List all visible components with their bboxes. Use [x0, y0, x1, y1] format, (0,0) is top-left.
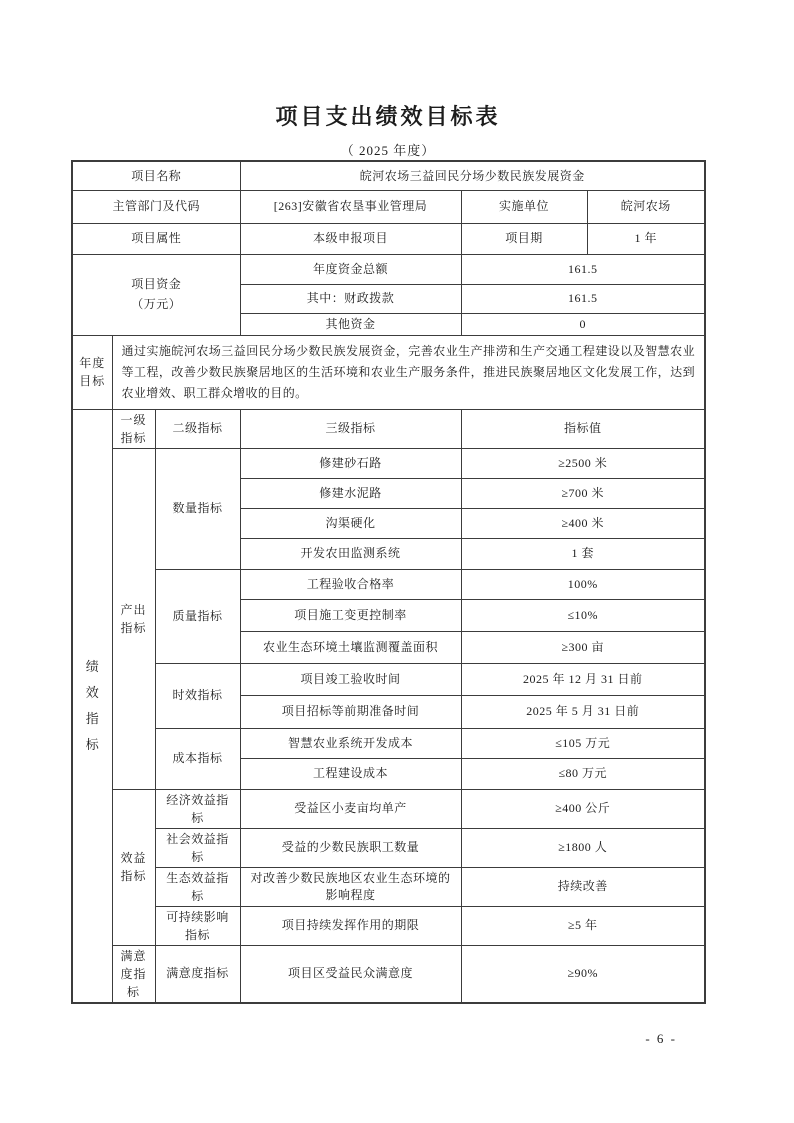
table-row — [72, 335, 705, 409]
indicator-name: 项目竣工验收时间 — [240, 663, 461, 695]
funds-label — [72, 254, 240, 335]
indicator-name: 对改善少数民族地区农业生态环境的影响程度 — [240, 867, 461, 906]
indicator-value: 2025 年 5 月 31 日前 — [461, 695, 705, 728]
indicator-value: ≤10% — [461, 599, 705, 631]
level2-quantity: 数量指标 — [155, 448, 240, 569]
header-level3: 三级指标 — [240, 409, 461, 448]
indicator-name: 受益的少数民族职工数量 — [240, 828, 461, 867]
indicator-name: 开发农田监测系统 — [240, 538, 461, 569]
level2-satisfaction: 满意度指标 — [155, 945, 240, 1003]
indicator-value: ≥90% — [461, 945, 705, 1003]
header-level1-text: 一级指标 — [120, 412, 147, 445]
level1-output-text: 产出指标 — [120, 602, 147, 635]
title-block — [71, 100, 705, 159]
goal-text: 通过实施皖河农场三益回民分场少数民族发展资金，完善农业生产排涝和生产交通工程建设以及智慧农业等工程，改善少数民族聚居地区的生活环境和农业生产服务条件，推进民族聚居地区文化发展工作，达到农业增效、职工群众增收的目的。 — [112, 335, 705, 409]
period-value: 1 年 — [587, 223, 705, 254]
indicator-name: 项目招标等前期准备时间 — [240, 695, 461, 728]
indicator-value: ≥2500 米 — [461, 448, 705, 478]
indicator-value: ≥1800 人 — [461, 828, 705, 867]
funds-label-line2: （万元） — [131, 296, 182, 311]
level1-satisfaction-text: 满意度指标 — [120, 948, 147, 999]
table-row — [72, 190, 705, 223]
funds-row-value: 161.5 — [461, 254, 705, 284]
table-row — [72, 728, 705, 758]
goal-label-text: 年度目标 — [79, 356, 106, 388]
funds-row-value: 0 — [461, 313, 705, 335]
attr-label: 项目属性 — [72, 223, 240, 254]
impl-unit-label: 实施单位 — [461, 190, 587, 223]
funds-row-name: 年度资金总额 — [240, 254, 461, 284]
table-row — [72, 448, 705, 478]
level2-ecological-text: 生态效益指标 — [166, 870, 229, 903]
table-row — [72, 161, 705, 190]
level2-economic — [155, 789, 240, 828]
funds-row-value: 161.5 — [461, 284, 705, 313]
indicator-name: 沟渠硬化 — [240, 508, 461, 538]
indicator-value: ≥400 公斤 — [461, 789, 705, 828]
level2-cost: 成本指标 — [155, 728, 240, 789]
header-value: 指标值 — [461, 409, 705, 448]
dept-value: [263]安徽省农垦事业管理局 — [240, 190, 461, 223]
level2-ecological — [155, 867, 240, 906]
indicator-value: 1 套 — [461, 538, 705, 569]
indicator-value: ≥700 米 — [461, 478, 705, 508]
level2-quality: 质量指标 — [155, 569, 240, 663]
funds-row-name: 其他资金 — [240, 313, 461, 335]
level2-sustain — [155, 906, 240, 945]
indicator-name: 智慧农业系统开发成本 — [240, 728, 461, 758]
indicator-value: ≤80 万元 — [461, 758, 705, 789]
header-level2: 二级指标 — [155, 409, 240, 448]
level1-satisfaction — [112, 945, 155, 1003]
header-level1 — [112, 409, 155, 448]
level2-social — [155, 828, 240, 867]
indicator-name: 工程建设成本 — [240, 758, 461, 789]
indicator-name: 农业生态环境土壤监测覆盖面积 — [240, 631, 461, 663]
level2-sustain-text: 可持续影响指标 — [166, 909, 229, 942]
indicator-value: ≤105 万元 — [461, 728, 705, 758]
period-label: 项目期 — [461, 223, 587, 254]
project-name-label: 项目名称 — [72, 161, 240, 190]
table-row — [72, 789, 705, 828]
impl-unit-value: 皖河农场 — [587, 190, 705, 223]
indicator-name: 修建水泥路 — [240, 478, 461, 508]
indicator-name: 工程验收合格率 — [240, 569, 461, 599]
page-title: 项目支出绩效目标表 — [275, 104, 501, 129]
table-row — [72, 663, 705, 695]
attr-value: 本级申报项目 — [240, 223, 461, 254]
perf-side-label — [72, 409, 112, 1003]
indicator-name: 项目区受益民众满意度 — [240, 945, 461, 1003]
table-row — [72, 254, 705, 284]
goal-label — [72, 335, 112, 409]
table-row — [72, 223, 705, 254]
indicator-name: 项目持续发挥作用的期限 — [240, 906, 461, 945]
table-row — [72, 569, 705, 599]
indicator-value: ≥400 米 — [461, 508, 705, 538]
funds-label-line1: 项目资金 — [131, 277, 182, 292]
level2-timeliness: 时效指标 — [155, 663, 240, 728]
indicator-name: 项目施工变更控制率 — [240, 599, 461, 631]
indicator-value: 持续改善 — [461, 867, 705, 906]
level1-benefit — [112, 789, 155, 945]
indicator-value: ≥300 亩 — [461, 631, 705, 663]
indicator-name: 修建砂石路 — [240, 448, 461, 478]
table-row — [72, 906, 705, 945]
performance-target-table — [71, 160, 706, 1004]
funds-row-name: 其中：财政拨款 — [240, 284, 461, 313]
indicator-name: 受益区小麦亩均单产 — [240, 789, 461, 828]
table-row — [72, 409, 705, 448]
perf-side-label-text: 绩效指标 — [85, 658, 99, 752]
level1-output — [112, 448, 155, 789]
indicator-value: 100% — [461, 569, 705, 599]
table-row — [72, 828, 705, 867]
project-name-value: 皖河农场三益回民分场少数民族发展资金 — [240, 161, 705, 190]
page-number: - 6 - — [645, 1031, 677, 1046]
indicator-value: 2025 年 12 月 31 日前 — [461, 663, 705, 695]
level2-social-text: 社会效益指标 — [166, 831, 229, 864]
table-row — [72, 867, 705, 906]
dept-label: 主管部门及代码 — [72, 190, 240, 223]
table-row — [72, 945, 705, 1003]
level2-economic-text: 经济效益指标 — [166, 792, 229, 825]
level1-benefit-text: 效益指标 — [120, 851, 147, 883]
page-subtitle: （ 2025 年度） — [340, 143, 436, 158]
indicator-value: ≥5 年 — [461, 906, 705, 945]
